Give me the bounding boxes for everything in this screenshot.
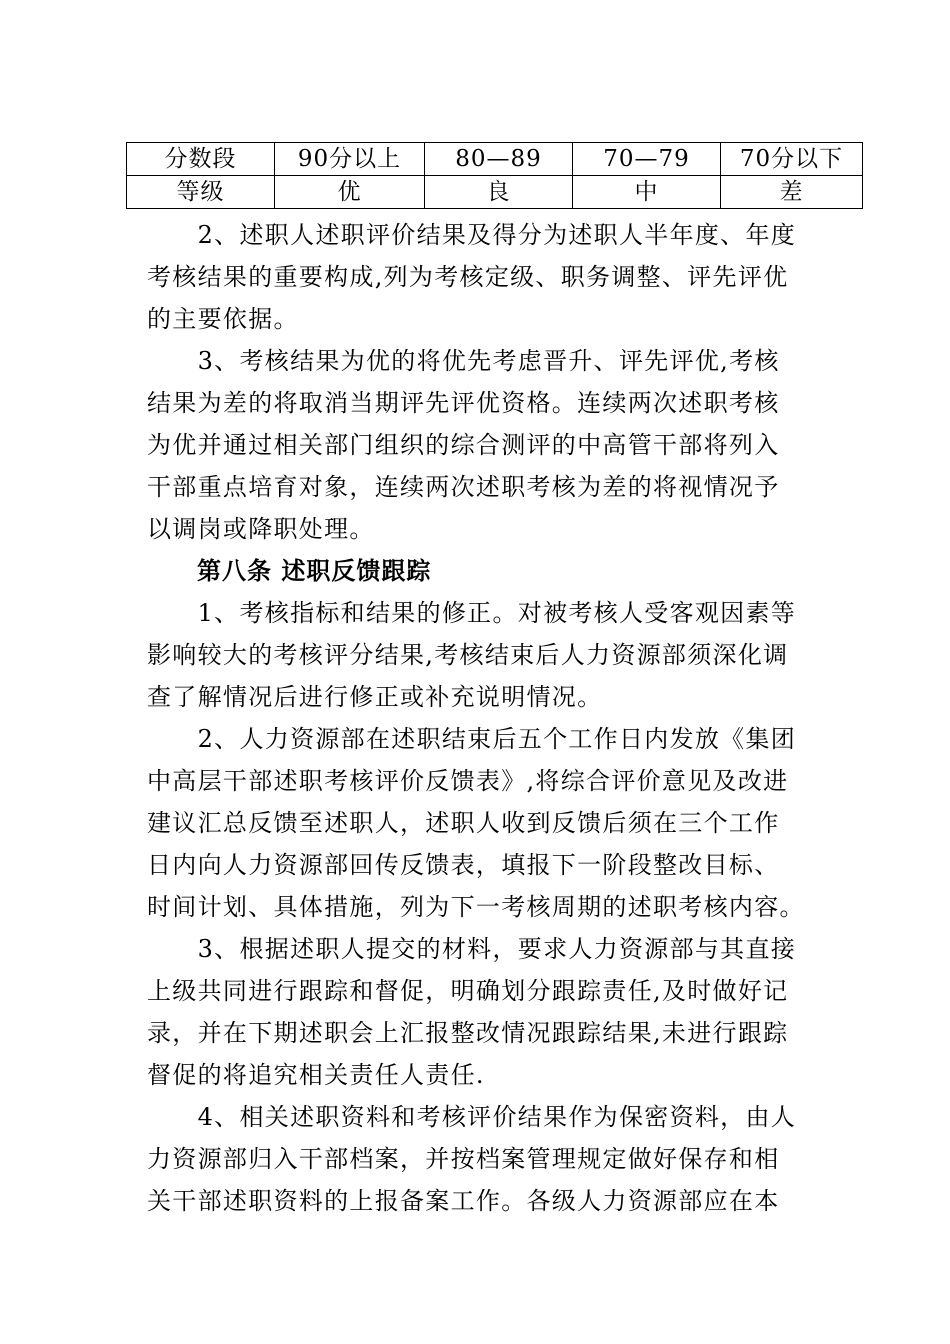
text-line: 3、考核结果为优的将优先考虑晋升、评先评优,考核 <box>147 347 780 375</box>
table-cell: 等级 <box>127 176 275 209</box>
text-line: 以调岗或降职处理。 <box>147 515 375 543</box>
table-cell: 80—89 <box>425 143 573 176</box>
text-line: 力资源部归入干部档案，并按档案管理规定做好保存和相 <box>147 1145 780 1173</box>
text-line: 干部重点培育对象，连续两次述职考核为差的将视情况予 <box>147 473 780 501</box>
text-line: 建议汇总反馈至述职人，述职人收到反馈后须在三个工作 <box>147 809 780 837</box>
text-line: 影响较大的考核评分结果,考核结束后人力资源部须深化调 <box>147 641 789 669</box>
text-line: 3、根据述职人提交的材料，要求人力资源部与其直接 <box>147 935 797 963</box>
text-line: 查了解情况后进行修正或补充说明情况。 <box>147 683 603 711</box>
table-cell: 中 <box>573 176 721 209</box>
table-cell: 优 <box>275 176 425 209</box>
text-line: 时间计划、具体措施，列为下一考核周期的述职考核内容。 <box>147 893 805 921</box>
table-cell: 70—79 <box>573 143 721 176</box>
table-cell: 70分以下 <box>721 143 863 176</box>
text-line: 日内向人力资源部回传反馈表，填报下一阶段整改目标、 <box>147 851 780 879</box>
text-line: 2、人力资源部在述职结束后五个工作日内发放《集团 <box>147 725 797 753</box>
table-cell: 分数段 <box>127 143 275 176</box>
table-row <box>127 143 863 176</box>
section-heading: 第八条 述职反馈跟踪 <box>197 556 432 585</box>
text-line: 录，并在下期述职会上汇报整改情况跟踪结果,未进行跟踪 <box>147 1019 789 1047</box>
text-line: 上级共同进行跟踪和督促，明确划分跟踪责任,及时做好记 <box>147 977 789 1005</box>
text-line: 督促的将追究相关责任人责任. <box>147 1061 485 1089</box>
text-line: 4、相关述职资料和考核评价结果作为保密资料，由人 <box>147 1103 797 1131</box>
table-cell: 差 <box>721 176 863 209</box>
table-row <box>127 176 863 209</box>
text-line: 结果为差的将取消当期评先评优资格。连续两次述职考核 <box>147 389 780 417</box>
text-line: 的主要依据。 <box>147 305 299 333</box>
text-line: 关干部述职资料的上报备案工作。各级人力资源部应在本 <box>147 1187 780 1215</box>
text-line: 考核结果的重要构成,列为考核定级、职务调整、评先评优 <box>147 263 789 291</box>
text-line: 1、考核指标和结果的修正。对被考核人受客观因素等 <box>147 599 797 627</box>
grade-table <box>126 142 863 209</box>
text-line: 2、述职人述职评价结果及得分为述职人半年度、年度 <box>147 221 797 249</box>
text-line: 中高层干部述职考核评价反馈表》,将综合评价意见及改进 <box>147 767 789 795</box>
table-cell: 90分以上 <box>275 143 425 176</box>
text-line: 为优并通过相关部门组织的综合测评的中高管干部将列入 <box>147 431 780 459</box>
table-cell: 良 <box>425 176 573 209</box>
document-body <box>147 214 807 1222</box>
